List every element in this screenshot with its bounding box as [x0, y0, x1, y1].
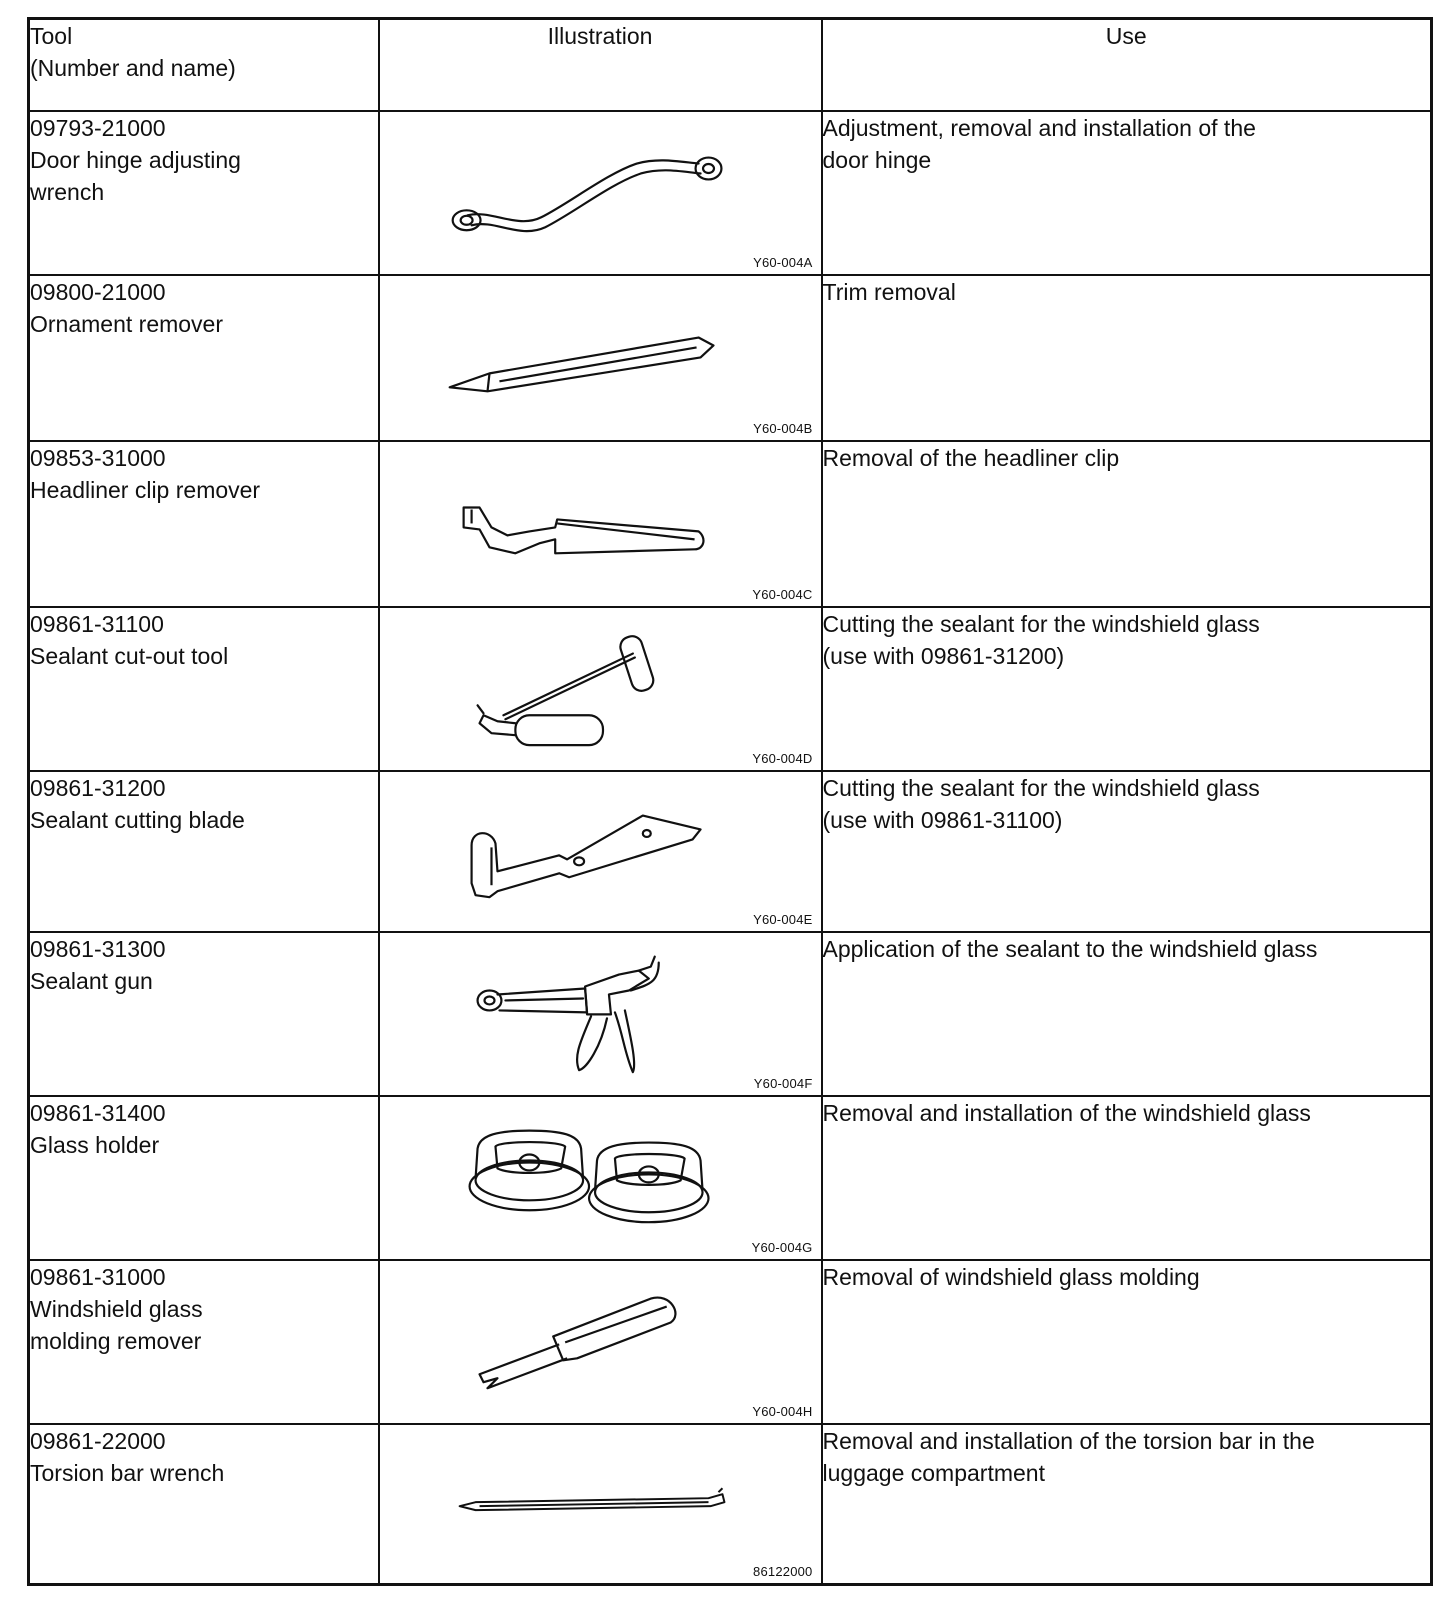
special-tools-table: [27, 17, 1433, 1586]
header-use: Use: [822, 19, 1432, 112]
tool-cell: [29, 932, 379, 1096]
tool-cell: [29, 1260, 379, 1424]
table-row: [29, 111, 1432, 275]
tool-number: 09861-31000: [30, 1263, 166, 1290]
illustration-cell: [379, 1424, 822, 1585]
use-cell: [822, 1096, 1432, 1260]
use-text: Removal and installation of the torsion bar in the: [822, 1427, 1315, 1454]
tool-number: 09861-31400: [30, 1100, 166, 1127]
illustration-cell: [379, 1096, 822, 1260]
tool-name: Sealant cut-out tool: [30, 642, 229, 669]
illustration-cell: [379, 607, 822, 771]
tool-cell: [29, 771, 379, 933]
tool-number: 09861-31200: [30, 774, 166, 801]
use-cell: [822, 932, 1432, 1096]
tool-cell: [29, 111, 379, 275]
tool-cell: [29, 1424, 379, 1585]
use-cell: [822, 1424, 1432, 1585]
use-cell: [822, 607, 1432, 771]
tool-name: Glass holder: [30, 1132, 160, 1159]
ornament-remover-icon: [380, 276, 821, 440]
illustration-cell: [379, 1260, 822, 1424]
tool-name: Door hinge adjusting: [30, 147, 241, 174]
tool-cell: [29, 441, 379, 607]
tool-cell: [29, 275, 379, 441]
tool-number: 09861-31300: [30, 936, 166, 963]
table-row: [29, 1260, 1432, 1424]
illustration-cell: [379, 111, 822, 275]
torsion-bar-wrench-icon: [380, 1425, 821, 1583]
tool-number: 09861-31100: [30, 610, 164, 637]
use-text: Removal of the headliner clip: [822, 444, 1120, 471]
tool-name: Torsion bar wrench: [30, 1459, 225, 1486]
figure-code: Y60-004C: [752, 586, 813, 602]
tool-number: 09861-22000: [30, 1427, 166, 1454]
tool-cell: [29, 1096, 379, 1260]
table-row: [29, 607, 1432, 771]
use-cell: [822, 441, 1432, 607]
molding-remover-icon: [380, 1261, 821, 1423]
suction-cup-icon: [380, 1097, 821, 1259]
figure-code: Y60-004D: [752, 750, 813, 766]
figure-code: Y60-004F: [753, 1076, 813, 1092]
table-row: [29, 932, 1432, 1096]
table-row: [29, 275, 1432, 441]
use-cell: [822, 275, 1432, 441]
figure-code: 86122000: [753, 1564, 813, 1579]
tool-name: Sealant cutting blade: [30, 806, 245, 833]
use-text: (use with 09861-31100): [822, 806, 1063, 833]
figure-code: Y60-004H: [752, 1403, 813, 1419]
figure-code: Y60-004E: [753, 912, 813, 928]
use-text: Adjustment, removal and installation of the: [822, 115, 1256, 142]
tool-name: molding remover: [30, 1327, 202, 1354]
figure-code: Y60-004B: [753, 420, 813, 436]
use-text: luggage compartment: [822, 1459, 1045, 1486]
use-cell: [822, 1260, 1432, 1424]
cutting-blade-icon: [380, 772, 821, 932]
figure-code: Y60-004A: [753, 255, 813, 271]
illustration-cell: [379, 932, 822, 1096]
tool-name: Ornament remover: [30, 311, 224, 338]
cut-out-tool-icon: [380, 608, 821, 770]
use-text: Trim removal: [822, 279, 956, 306]
illustration-cell: [379, 275, 822, 441]
table-row: [29, 1096, 1432, 1260]
tool-number: 09853-31000: [30, 444, 166, 471]
tool-name: Windshield glass: [30, 1295, 203, 1322]
use-text: Application of the sealant to the windshield glass: [822, 936, 1318, 963]
sealant-gun-icon: [380, 933, 821, 1095]
use-text: Cutting the sealant for the windshield glass: [822, 610, 1260, 637]
tool-name: Sealant gun: [30, 968, 153, 995]
table-header-row: [29, 19, 1432, 112]
tool-number: 09793-21000: [30, 115, 166, 142]
use-text: Cutting the sealant for the windshield glass: [822, 774, 1260, 801]
use-text: Removal and installation of the windshield glass: [822, 1100, 1311, 1127]
tool-name: Headliner clip remover: [30, 476, 261, 503]
tool-cell: [29, 607, 379, 771]
table-row: [29, 1424, 1432, 1585]
clip-remover-icon: [380, 442, 821, 606]
wrench-icon: [380, 112, 821, 274]
use-cell: [822, 111, 1432, 275]
header-tool: Tool (Number and name): [29, 19, 379, 112]
use-text: (use with 09861-31200): [822, 642, 1065, 669]
use-text: Removal of windshield glass molding: [822, 1263, 1200, 1290]
illustration-cell: [379, 771, 822, 933]
table-row: [29, 771, 1432, 933]
tool-number: 09800-21000: [30, 279, 166, 306]
use-text: door hinge: [822, 147, 932, 174]
table-row: [29, 441, 1432, 607]
illustration-cell: [379, 441, 822, 607]
tool-name: wrench: [30, 179, 105, 206]
header-illustration: Illustration: [379, 19, 822, 112]
use-cell: [822, 771, 1432, 933]
figure-code: Y60-004G: [751, 1239, 813, 1255]
